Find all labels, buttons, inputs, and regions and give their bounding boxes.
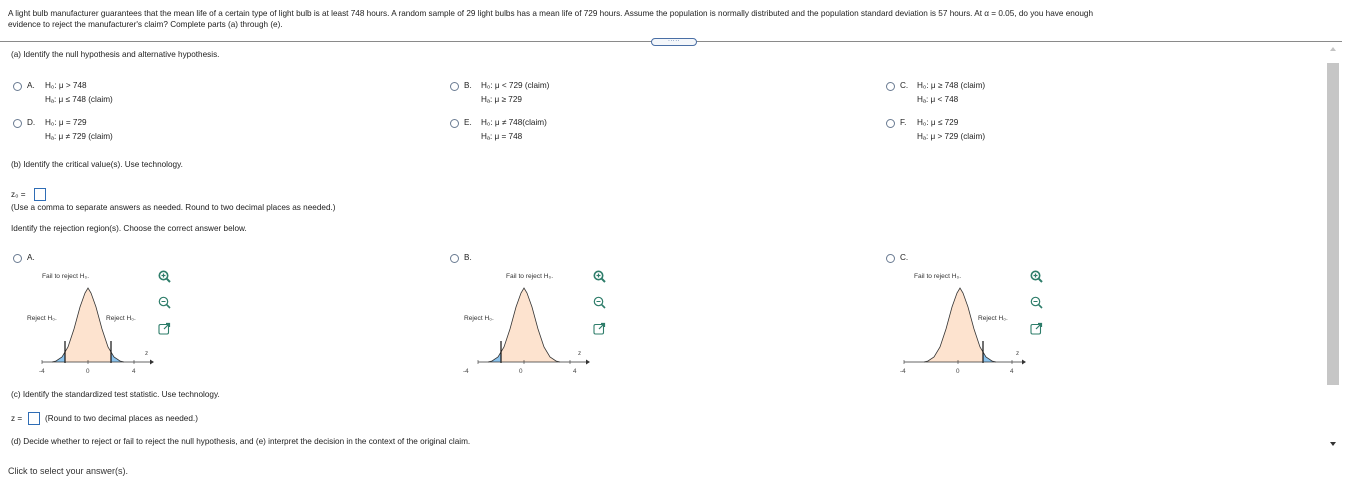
graph-c-tick-right: 4 xyxy=(1010,368,1014,375)
option-d-h0[interactable]: H₀: μ = 729 xyxy=(45,118,87,127)
part-b-prompt: (b) Identify the critical value(s). Use technology. xyxy=(11,160,183,169)
option-f-h0[interactable]: H₀: μ ≤ 729 xyxy=(917,118,959,127)
problem-line-1: A light bulb manufacturer guarantees that the mean life of a certain type of light bulb is at least 748 hours. A random sample of 29 light bulbs has a mean life of 729 hours. Assume the population is normally distributed and the population standard deviation is 57 hours. At α = 0.05, do you have enough xyxy=(8,9,1094,18)
option-a-ha[interactable]: Hₐ: μ ≤ 748 (claim) xyxy=(45,95,113,104)
option-f-letter: F. xyxy=(900,118,907,127)
z0-answer-box[interactable] xyxy=(34,188,46,201)
z-label: z = xyxy=(11,414,23,423)
graph-c-right-reject-fill xyxy=(983,353,996,362)
graph-a-reject-right-label: Reject H₀. xyxy=(106,315,136,322)
scroll-up-arrow-icon[interactable] xyxy=(1330,47,1336,51)
radio-option-d[interactable] xyxy=(13,119,22,128)
graph-b-tick-right: 4 xyxy=(573,368,577,375)
graph-c-tick-mid: 0 xyxy=(956,368,960,375)
option-e-h0[interactable]: H₀: μ ≠ 748(claim) xyxy=(481,118,547,127)
graph-a-curve-fill xyxy=(52,288,124,362)
graph-b-left-reject-fill xyxy=(488,353,501,362)
graph-b-tick-mid: 0 xyxy=(519,368,523,375)
part-c-hint: (Round to two decimal places as needed.) xyxy=(45,414,198,423)
radio-option-a[interactable] xyxy=(13,82,22,91)
footer-instruction: Click to select your answer(s). xyxy=(8,466,129,476)
radio-graph-c[interactable] xyxy=(886,254,895,263)
question-pane[interactable] xyxy=(0,43,1326,461)
graph-b-axis-arrow xyxy=(586,360,590,365)
graph-b-tick-left: -4 xyxy=(463,368,469,375)
graph-a-right-reject-fill xyxy=(111,353,124,362)
option-a-letter: A. xyxy=(27,81,35,90)
graph-c[interactable] xyxy=(894,267,1030,379)
zoom-out-icon[interactable] xyxy=(593,296,606,309)
zoom-out-icon[interactable] xyxy=(158,296,171,309)
zoom-in-icon[interactable] xyxy=(158,270,171,283)
graph-a-tick-mid: 0 xyxy=(86,368,90,375)
graph-a-fail-label: Fail to reject H₀. xyxy=(42,273,90,280)
part-d-prompt: (d) Decide whether to reject or fail to reject the null hypothesis, and (e) interpret the decision in the context of the original claim. xyxy=(11,437,471,446)
option-e-ha[interactable]: Hₐ: μ = 748 xyxy=(481,132,523,141)
radio-option-b[interactable] xyxy=(450,82,459,91)
graph-a-left-reject-fill xyxy=(52,353,65,362)
radio-option-c[interactable] xyxy=(886,82,895,91)
zoom-in-icon[interactable] xyxy=(1030,270,1043,283)
option-c-h0[interactable]: H₀: μ ≥ 748 (claim) xyxy=(917,81,986,90)
vertical-scrollbar[interactable] xyxy=(1326,43,1342,453)
graph-a[interactable] xyxy=(22,267,158,379)
scroll-down-arrow-icon[interactable] xyxy=(1330,442,1336,446)
option-c-ha[interactable]: Hₐ: μ < 748 xyxy=(917,95,959,104)
problem-line-2: evidence to reject the manufacturer's claim? Complete parts (a) through (e). xyxy=(8,19,283,29)
graph-c-axis-arrow xyxy=(1022,360,1026,365)
part-b-hint: (Use a comma to separate answers as needed. Round to two decimal places as needed.) xyxy=(11,203,336,212)
graph-a-tick-right: 4 xyxy=(132,368,136,375)
option-d-letter: D. xyxy=(27,118,36,127)
option-c-letter: C. xyxy=(900,81,909,90)
graph-c-tick-left: -4 xyxy=(900,368,906,375)
part-c-prompt: (c) Identify the standardized test statistic. Use technology. xyxy=(11,390,220,399)
graph-b-reject-left-label: Reject H₀. xyxy=(464,315,494,322)
option-d-ha[interactable]: Hₐ: μ ≠ 729 (claim) xyxy=(45,132,113,141)
graph-a-reject-left-label: Reject H₀. xyxy=(27,315,57,322)
graph-c-reject-right-label: Reject H₀. xyxy=(978,315,1008,322)
divider-handle[interactable]: ····· xyxy=(651,38,697,46)
graph-a-tick-left: -4 xyxy=(39,368,45,375)
option-a-h0[interactable]: H₀: μ > 748 xyxy=(45,81,87,90)
open-external-icon[interactable] xyxy=(1030,322,1043,335)
open-external-icon[interactable] xyxy=(158,322,171,335)
option-e-letter: E. xyxy=(464,118,472,127)
graph-a-axis-arrow xyxy=(150,360,154,365)
scrollbar-thumb[interactable] xyxy=(1327,63,1339,385)
open-external-icon[interactable] xyxy=(593,322,606,335)
z-answer-box[interactable] xyxy=(28,412,40,425)
graph-b-letter: B. xyxy=(464,253,472,262)
option-b-ha[interactable]: Hₐ: μ ≥ 729 xyxy=(481,95,522,104)
graph-c-fail-label: Fail to reject H₀. xyxy=(914,273,962,280)
part-a-prompt: (a) Identify the null hypothesis and alternative hypothesis. xyxy=(11,50,220,59)
graph-b[interactable] xyxy=(458,267,594,379)
graph-c-letter: C. xyxy=(900,253,909,262)
rejection-region-prompt: Identify the rejection region(s). Choose the correct answer below. xyxy=(11,224,247,233)
graph-c-axis-label: z xyxy=(1016,350,1020,357)
problem-statement xyxy=(8,9,1328,30)
graph-c-curve-fill xyxy=(924,288,996,362)
option-f-ha[interactable]: Hₐ: μ > 729 (claim) xyxy=(917,132,986,141)
graph-a-axis-label: z xyxy=(145,350,149,357)
graph-b-fail-label: Fail to reject H₀. xyxy=(506,273,554,280)
radio-option-e[interactable] xyxy=(450,119,459,128)
graph-b-curve-fill xyxy=(488,288,560,362)
graph-a-letter: A. xyxy=(27,253,35,262)
graph-b-axis-label: z xyxy=(578,350,582,357)
option-b-letter: B. xyxy=(464,81,472,90)
radio-graph-b[interactable] xyxy=(450,254,459,263)
option-b-h0[interactable]: H₀: μ < 729 (claim) xyxy=(481,81,550,90)
radio-graph-a[interactable] xyxy=(13,254,22,263)
z0-label: z₀ = xyxy=(11,190,26,199)
zoom-out-icon[interactable] xyxy=(1030,296,1043,309)
radio-option-f[interactable] xyxy=(886,119,895,128)
zoom-in-icon[interactable] xyxy=(593,270,606,283)
